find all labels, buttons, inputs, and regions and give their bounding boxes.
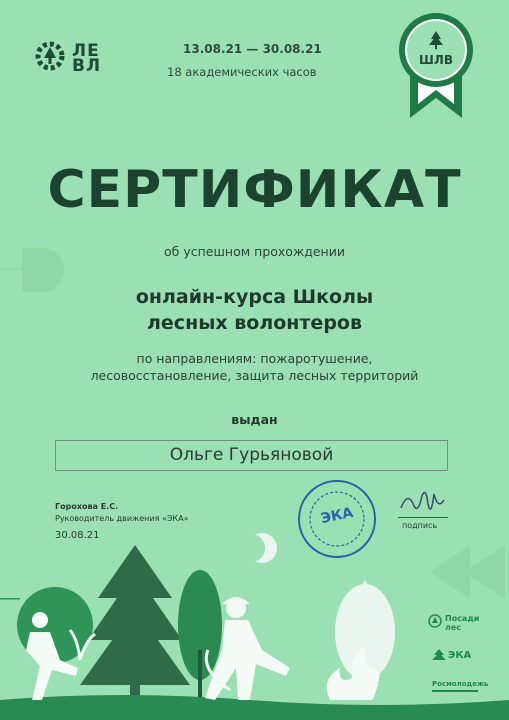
course-directions <box>0 350 509 384</box>
course-name <box>0 284 509 336</box>
handwritten-signature <box>398 484 448 520</box>
arrow-shape <box>465 545 505 599</box>
eka-tree-icon <box>432 648 446 662</box>
signature-date: 30.08.21 <box>55 530 100 541</box>
partner-eka: ЭКА <box>448 650 472 661</box>
posadi-line-1: Посади <box>445 614 480 623</box>
signer-role: Руководитель движения «ЭКА» <box>55 514 189 523</box>
logo-text <box>72 41 102 76</box>
posadi-line-2: лес <box>445 623 462 632</box>
rosmolodezh-underline <box>432 690 478 692</box>
signature-line <box>398 517 448 518</box>
tree-icon <box>426 30 446 50</box>
posadi-les-icon <box>428 614 442 628</box>
logo-line-2: ВЛ <box>72 56 102 76</box>
badge-label: ШЛВ <box>419 53 453 67</box>
directions-line-1: по направлениям: пожаротушение, <box>136 351 373 366</box>
course-name-line-2: лесных волонтеров <box>147 312 362 334</box>
directions-line-2: лесовосстановление, защита лесных территорий <box>90 368 419 383</box>
signer-name: Горохова Е.С. <box>55 502 119 511</box>
course-hours: 18 академических часов <box>167 65 317 79</box>
issued-label: выдан <box>231 412 278 427</box>
forest-logo-icon <box>32 38 68 74</box>
certificate-subtitle: об успешном прохождении <box>164 244 345 259</box>
course-dates: 13.08.21 — 30.08.21 <box>183 42 322 56</box>
signature-label: подпись <box>402 521 438 530</box>
partner-rosmolodezh: Росмолодежь <box>432 680 489 688</box>
arrow-shape <box>430 545 470 599</box>
partner-posadi-les <box>445 614 479 632</box>
certificate-title: СЕРТИФИКАТ <box>47 160 462 220</box>
recipient-name: Ольге Гурьяновой <box>55 440 448 471</box>
logo-line-1: ЛЕ <box>72 41 100 61</box>
stamp-text: ЭКА <box>319 504 355 528</box>
course-name-line-1: онлайн-курса Школы <box>135 286 374 308</box>
